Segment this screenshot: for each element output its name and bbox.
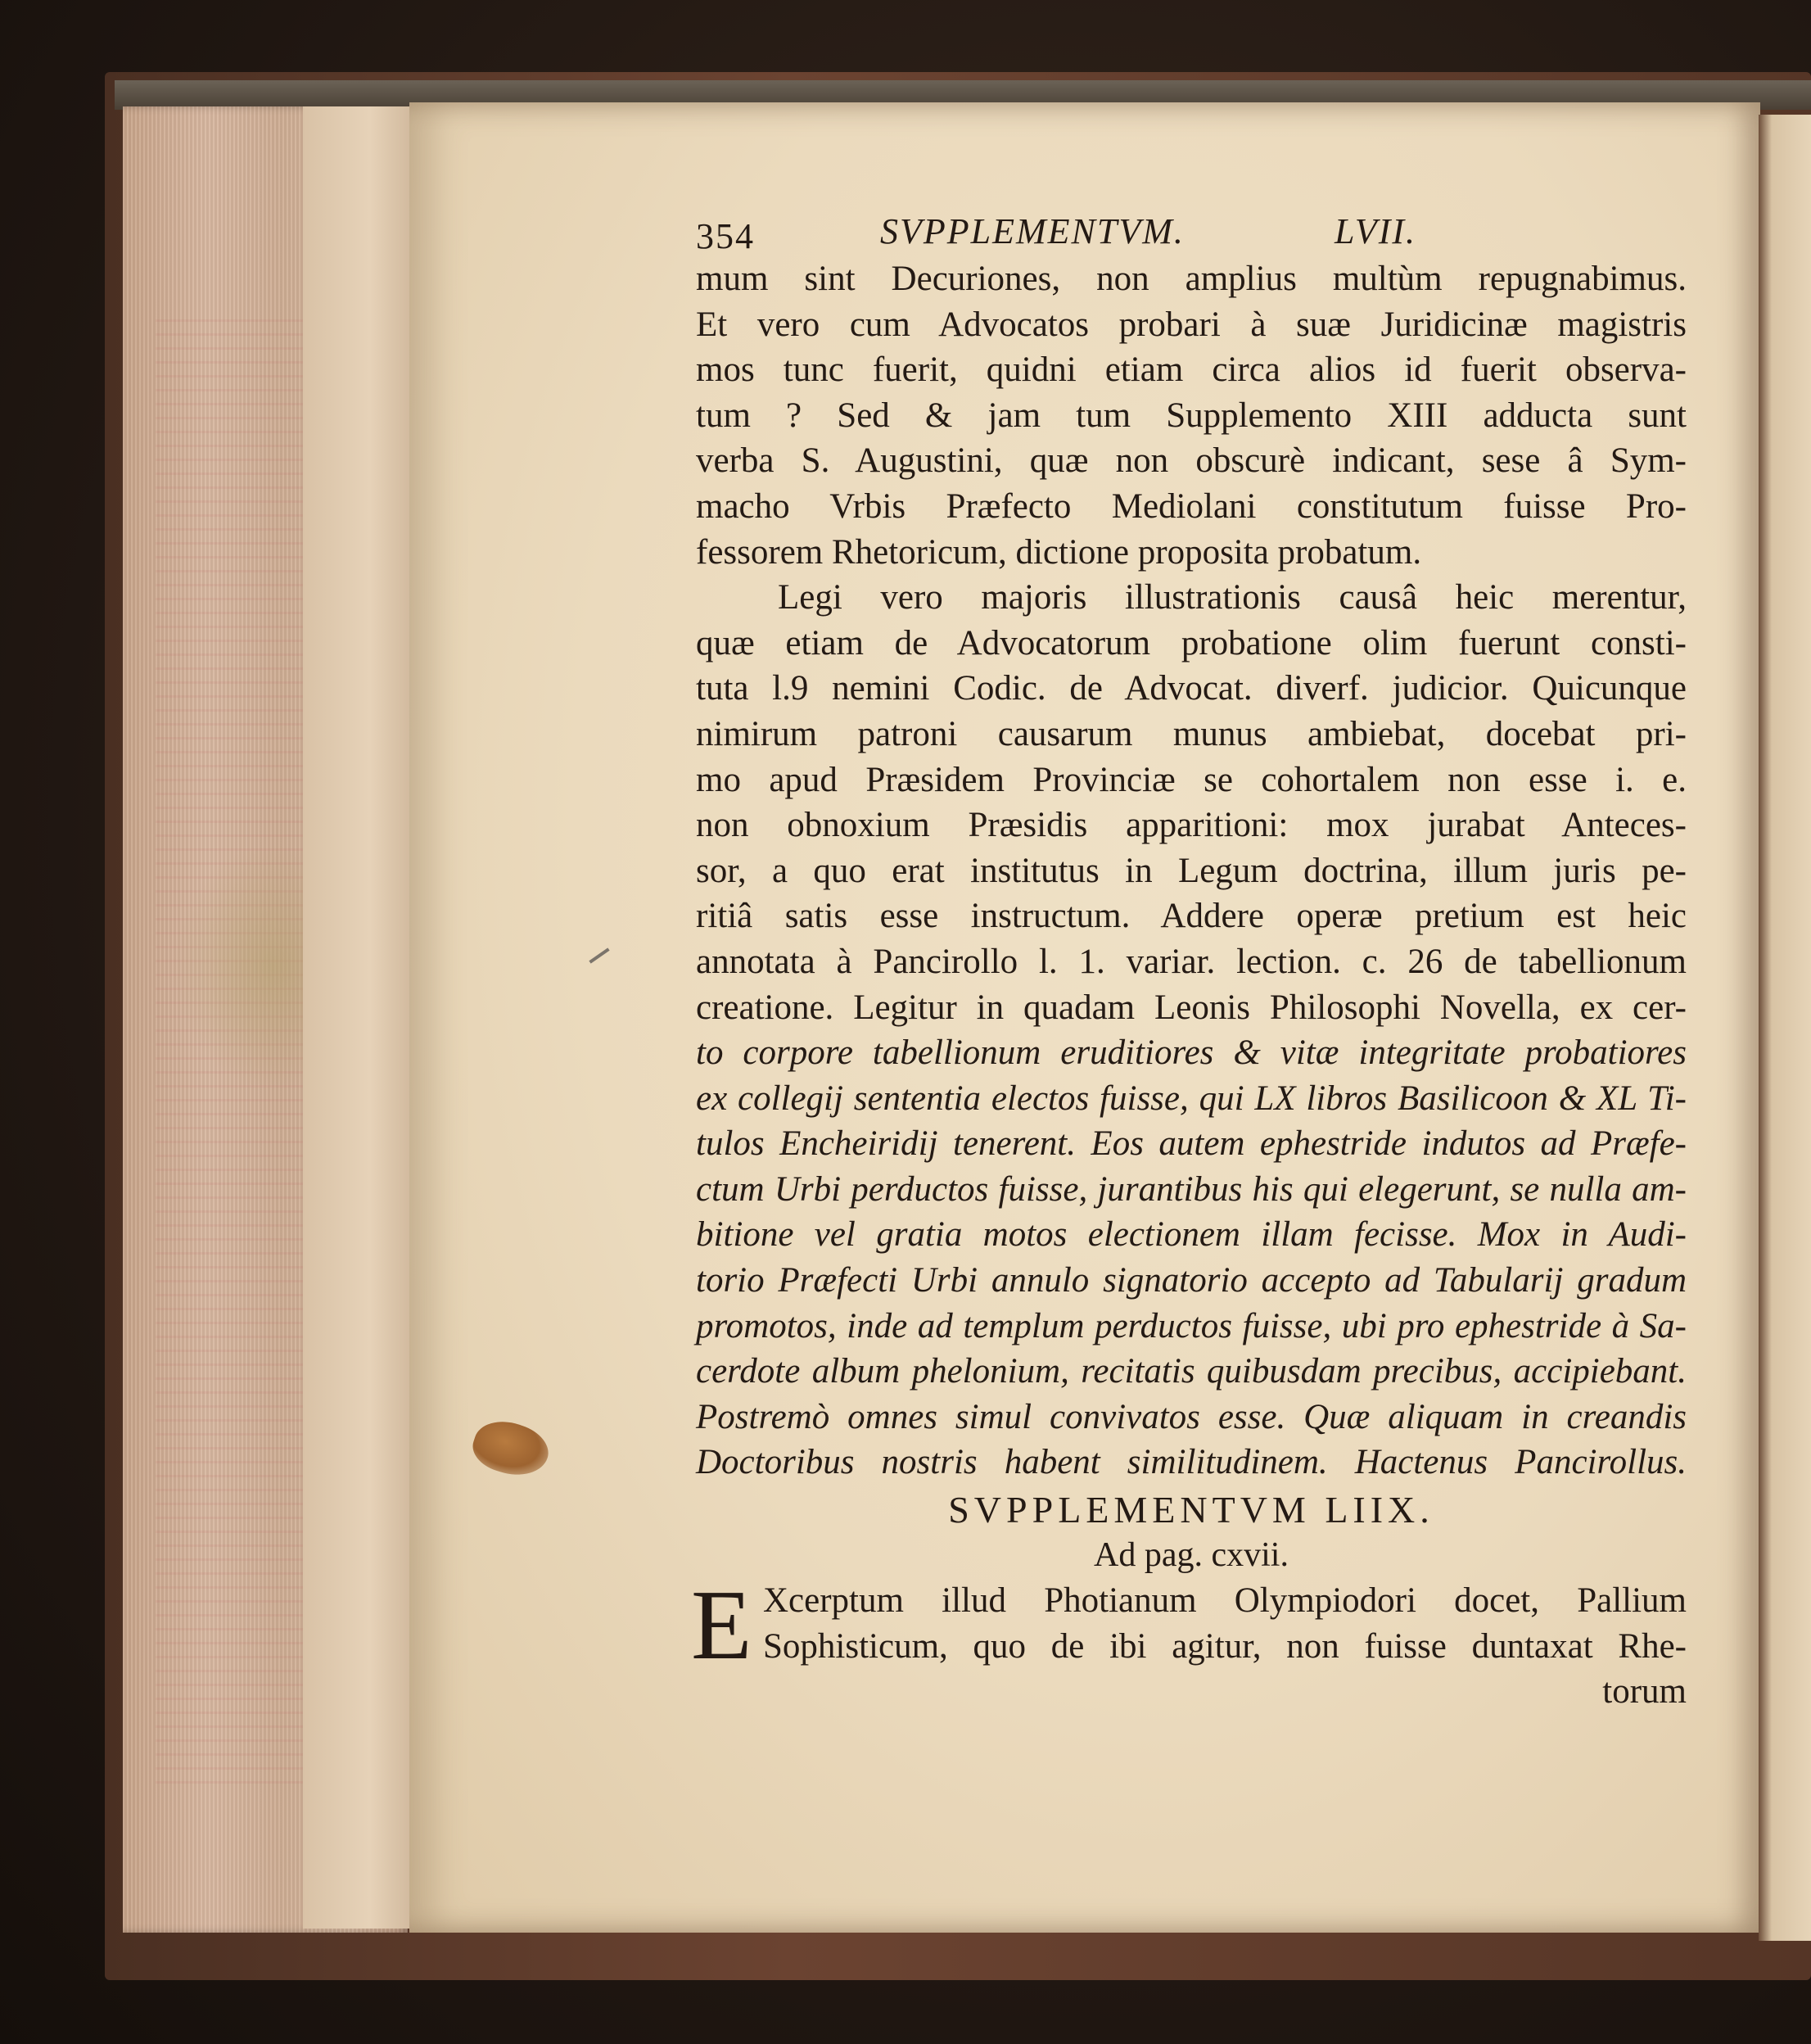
- text-line: tum ? Sed & jam tum Supplemento XIII adducta sunt: [696, 396, 1687, 435]
- text-line: macho Vrbis Præfecto Mediolani constitutum fuisse Pro-: [696, 486, 1687, 526]
- text-line: fessorem Rhetoricum, dictione proposita probatum.: [696, 532, 1422, 572]
- text-line: quæ etiam de Advocatorum probatione olim fuerunt consti-: [696, 623, 1687, 662]
- running-section-number: LVII.: [1335, 211, 1417, 251]
- text-line: tulos Encheiridij tenerent. Eos autem ephestride indutos ad Præfe-: [696, 1124, 1687, 1164]
- text-line: promotos, inde ad templum perductos fuisse, ubi pro ephestride à Sa-: [696, 1306, 1687, 1345]
- text-line: Legi vero majoris illustrationis causâ heic merentur,: [778, 578, 1687, 617]
- running-head: [696, 209, 1687, 256]
- text-line: Xcerptum illud Photianum Olympiodori docet, Pallium: [763, 1581, 1687, 1621]
- text-line: mo apud Præsidem Provinciæ se cohortalem non esse i. e.: [696, 760, 1687, 799]
- section-paragraph: [691, 1570, 1687, 1681]
- text-line: annotata à Pancirollo l. 1. variar. lection. c. 26 de tabellionum: [696, 942, 1687, 981]
- page-number: 354: [696, 216, 755, 256]
- text-line: ex collegij sententia electos fuisse, qui LX libros Basilicoon & XL Ti-: [696, 1079, 1687, 1118]
- text-line: bitione vel gratia motos electionem illam fecisse. Mox in Audi-: [696, 1215, 1687, 1255]
- drop-cap: E: [691, 1570, 752, 1681]
- text-line: non obnoxium Præsidis apparitioni: mox jurabat Anteces-: [696, 806, 1687, 845]
- stacked-leaves: [303, 106, 414, 1929]
- text-line: nimirum patroni causarum munus ambiebat, docebat pri-: [696, 714, 1687, 753]
- text-line: sor, a quo erat institutus in Legum doctrina, illum juris pe-: [696, 851, 1687, 890]
- text-line: ritiâ satis esse instructum. Addere operæ pretium est heic: [696, 897, 1687, 936]
- text-line: tuta l.9 nemini Codic. de Advocat. diverf. judicior. Quicunque: [696, 669, 1687, 708]
- facing-page-edge: [1759, 115, 1811, 1941]
- section-subheading: Ad pag. cxvii.: [1094, 1535, 1289, 1574]
- text-line: torio Præfecti Urbi annulo signatorio accepto ad Tabularij gradum: [696, 1261, 1687, 1300]
- catchword: torum: [1602, 1672, 1687, 1712]
- page-text-block: [691, 209, 1687, 1715]
- paragraph-1: [696, 256, 1687, 575]
- text-line: mos tunc fuerit, quidni etiam circa alios id fuerit observa-: [696, 350, 1687, 390]
- text-line: to corpore tabellionum eruditiores & vitæ integritate probatiores: [696, 1033, 1687, 1073]
- text-line: cerdote album phelonium, recitatis quibusdam precibus, accipiebant.: [696, 1352, 1687, 1391]
- text-line: ctum Urbi perductos fuisse, jurantibus his qui elegerunt, se nulla am-: [696, 1169, 1687, 1209]
- text-line: mum sint Decuriones, non amplius multùm repugnabimus.: [696, 260, 1687, 298]
- text-line: verba S. Augustini, quæ non obscurè indicant, sese â Sym-: [696, 441, 1687, 481]
- text-line: Sophisticum, quo de ibi agitur, non fuisse duntaxat Rhe-: [763, 1626, 1687, 1666]
- text-line: Doctoribus nostris habent similitudinem. Hactenus Pancirollus.: [696, 1443, 1687, 1482]
- running-title: SVPPLEMENTVM.: [880, 211, 1185, 251]
- section-heading: SVPPLEMENTVM LIIX.: [948, 1489, 1434, 1531]
- text-line: creatione. Legitur in quadam Leonis Philosophi Novella, ex cer-: [696, 988, 1687, 1027]
- text-line: Et vero cum Advocatos probari à suæ Juridicinæ magistris: [696, 305, 1687, 344]
- text-line: Postremò omnes simul convivatos esse. Quæ aliquam in creandis: [696, 1397, 1687, 1436]
- paragraph-2: [696, 575, 1687, 1486]
